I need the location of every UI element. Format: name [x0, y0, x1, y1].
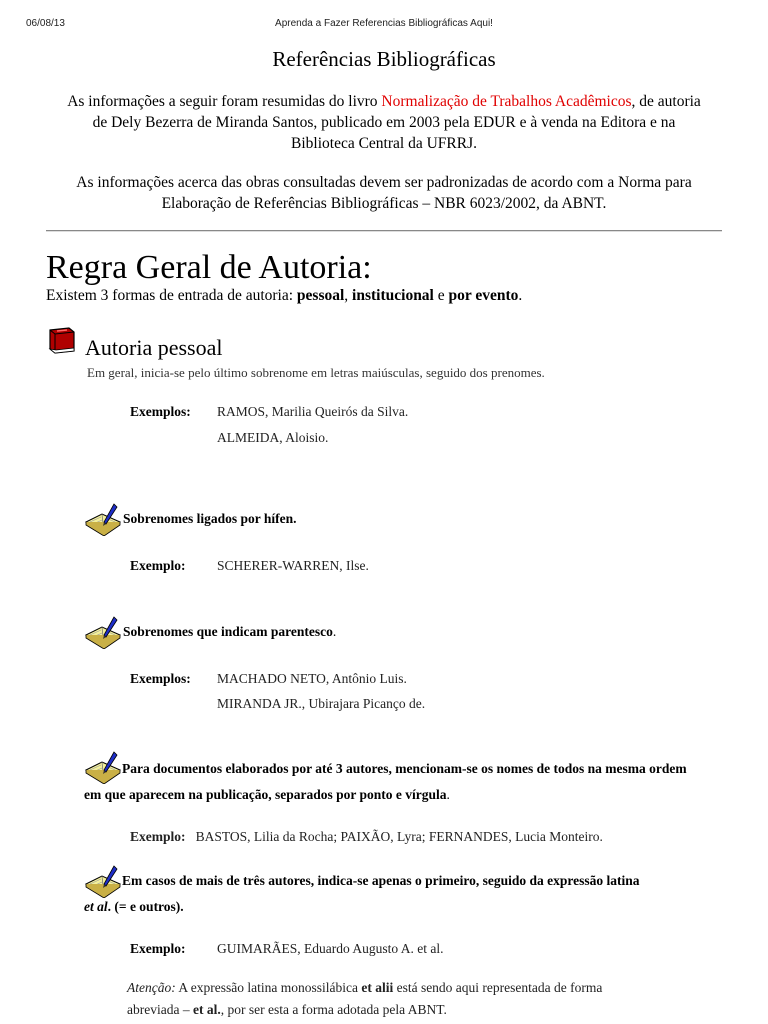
forma-institucional: institucional	[352, 287, 434, 304]
example-value: ALMEIDA, Aloisio.	[217, 430, 329, 445]
examples-label: Exemplos:	[130, 404, 191, 419]
et-al-term: et al	[84, 899, 108, 914]
formas-text: Existem 3 formas de entrada de autoria:	[46, 287, 297, 304]
rule-mais-tres-autores	[84, 868, 644, 920]
example-value: SCHERER-WARREN, Ilse.	[217, 558, 369, 573]
et-al-term: et al.	[192, 1002, 221, 1017]
formas-autoria	[46, 287, 522, 305]
example-label: Exemplo:	[130, 558, 186, 573]
examples-label: Exemplos:	[130, 671, 191, 686]
atencao-label: Atenção:	[127, 980, 176, 995]
book-title-link[interactable]: Normalização de Trabalhos Acadêmicos	[381, 93, 632, 110]
rule-parentesco	[123, 624, 336, 640]
formas-sep: e	[433, 287, 449, 304]
forma-pessoal: pessoal	[296, 287, 345, 304]
example-value: MIRANDA JR., Ubirajara Picanço de.	[217, 696, 426, 711]
document-title: Referências Bibliográficas	[272, 47, 496, 71]
example-value: BASTOS, Lilia da Rocha; PAIXÃO, Lyra; FERNANDES, Lucia Monteiro.	[195, 829, 603, 844]
intro-paragraph-2: As informações acerca das obras consultadas devem ser padronizadas de acordo com a Norma para Elaboração de Referências Bibliográficas – NBR 6023/2002, da ABNT.	[76, 174, 692, 212]
atencao-text: A expressão latina monossilábica	[175, 980, 362, 995]
example-value: RAMOS, Marilia Queirós da Silva.	[217, 404, 409, 419]
autoria-pessoal-heading: Autoria pessoal	[85, 335, 223, 360]
forma-por-evento: por evento	[448, 287, 519, 304]
example-label: Exemplo:	[130, 941, 186, 956]
intro-text: As informações a seguir foram resumidas do livro	[67, 93, 382, 110]
notebook-pen-icon	[84, 502, 122, 536]
rule-dot: .	[332, 624, 337, 639]
atencao-text: está sendo aqui representada de forma abreviada –	[127, 980, 603, 1017]
rule-dot: .	[446, 787, 450, 802]
red-book-icon	[47, 326, 77, 354]
example-value: GUIMARÃES, Eduardo Augusto A. et al.	[217, 941, 444, 956]
autoria-pessoal-description: Em geral, inicia-se pelo último sobrenome em letras maiúsculas, seguido dos prenomes.	[87, 365, 545, 380]
notebook-pen-icon	[84, 615, 122, 649]
et-alii-term: et alii	[361, 980, 394, 995]
horizontal-rule	[46, 230, 722, 232]
print-page-title: Aprenda a Fazer Referencias Bibliográficas Aqui!	[275, 18, 493, 29]
example-value: MACHADO NETO, Antônio Luis.	[217, 671, 407, 686]
section-heading: Regra Geral de Autoria:	[46, 249, 372, 286]
formas-end: .	[518, 287, 523, 304]
rule-mais-text: Em casos de mais de três autores, indica-se apenas o primeiro, seguido da expressão latina	[122, 873, 640, 888]
rule-mais-text: . (= e outros).	[107, 899, 184, 914]
intro-paragraph-1	[60, 91, 708, 154]
rule-hifen: Sobrenomes ligados por hífen.	[123, 511, 297, 526]
rule-tres-text: Para documentos elaborados por até 3 autores, mencionam-se os nomes de todos na mesma ordem em que aparecem na publicação, separados por ponto e vírgula	[84, 761, 687, 802]
atencao-note	[127, 977, 647, 1021]
formas-sep: ,	[344, 287, 353, 304]
intro-text: , de autoria de Dely Bezerra de Miranda Santos, publicado em 2003 pela EDUR e à venda na Editora e na Biblioteca Central da UFRRJ.	[92, 93, 701, 152]
print-date: 06/08/13	[26, 18, 65, 29]
rule-ate-tres-autores	[84, 756, 694, 808]
atencao-text: , por ser esta a forma adotada pela ABNT.	[220, 1002, 447, 1017]
example-row	[130, 829, 603, 845]
example-label: Exemplo:	[130, 829, 186, 844]
rule-parentesco-text: Sobrenomes que indicam parentesco	[123, 624, 333, 639]
